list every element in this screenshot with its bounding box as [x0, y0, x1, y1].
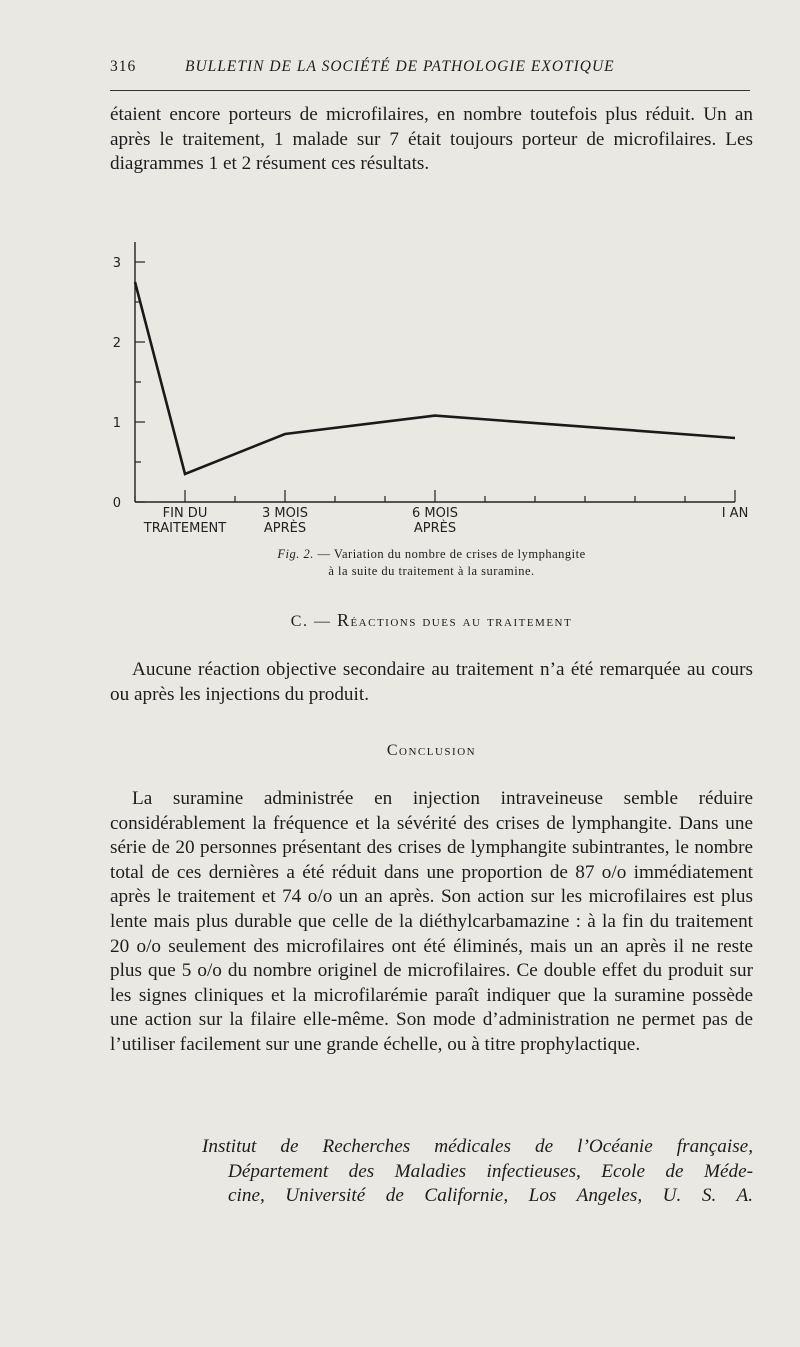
- x-tick-label: FIN DU: [162, 506, 208, 521]
- header-rule: [110, 90, 750, 91]
- figure-number: Fig. 2.: [277, 547, 314, 561]
- section-c-initial: R: [336, 610, 351, 630]
- figure-caption-line2: à la suite du traitement à la suramine.: [328, 563, 535, 578]
- x-tick-label: I AN: [721, 506, 749, 521]
- chart-ticks: [135, 262, 735, 502]
- reactions-paragraph: Aucune réaction objective secondaire au traitement n’a été remarquée au cours ou après les injections du produit.: [110, 659, 753, 705]
- intro-paragraph: étaient encore porteurs de microfilaires, en nombre toutefois plus réduit. Un an après le traitement, 1 malade sur 7 était toujours porteur de microfilaires. Les diagrammes 1 et 2 résument ces résultats.: [110, 104, 753, 175]
- y-tick-label: 2: [112, 336, 121, 351]
- x-tick-label: 3 MOIS: [262, 506, 308, 521]
- lymphangitis-chart: [100, 240, 750, 540]
- x-tick-label-line2: TRAITEMENT: [143, 521, 227, 536]
- signature-line-2: Département des Maladies infectieuses, Ecole de Méde-: [228, 1160, 753, 1182]
- section-c-letter: C. —: [290, 613, 337, 630]
- signature-line-1: Institut de Recherches médicales de l’Océanie française,: [202, 1136, 753, 1157]
- x-tick-label: 6 MOIS: [412, 506, 458, 521]
- conclusion-paragraph: La suramine administrée en injection intraveineuse semble réduire considérablement la fréquence et la sévérité des crises de lymphangite. Dans une série de 20 personnes présentant des crises de lymphangite subintrantes, le nombre total de ces dernières a été réduit dans une proportion de 87 o/o immédiatement après le traitement et 74 o/o un an après. Son action sur les microfilaires est plus lente mais plus durable que celle de la diéthylcarbamazine : à la fin du traitement 20 o/o seulement des microfilaires ont été éliminés, mais un an après il ne reste plus que 5 o/o du nombre originel de microfilaires. Ce double effet du produit sur les signes cliniques et la microfilarémie paraît indiquer que la suramine possède une action sur la filaire elle-même. Son mode d’administration ne permet pas de l’utiliser facilement sur une grande échelle, ou à titre prophylactique.: [110, 788, 753, 1055]
- page-number: 316: [110, 58, 137, 75]
- signature-line-3: cine, Université de Californie, Los Angeles, U. S. A.: [228, 1185, 753, 1207]
- figure-caption-text: — Variation du nombre de crises de lymphangite: [313, 547, 586, 561]
- x-tick-label-line2: APRÈS: [413, 521, 457, 536]
- y-tick-label: 1: [112, 416, 121, 431]
- running-header: [110, 58, 750, 88]
- affiliation-signature: [110, 1135, 753, 1209]
- chart-axes: [135, 242, 735, 502]
- y-tick-label: 0: [112, 496, 121, 511]
- chart-labels: [113, 256, 749, 536]
- running-title: BULLETIN DE LA SOCIÉTÉ DE PATHOLOGIE EXOTIQUE: [185, 58, 615, 75]
- y-tick-label: 3: [112, 256, 121, 271]
- series-line: [135, 282, 735, 474]
- x-tick-label-line2: APRÈS: [263, 521, 307, 536]
- conclusion-heading: Conclusion: [386, 742, 477, 759]
- figure-caption: [110, 546, 753, 579]
- section-c-title: éactions dues au traitement: [350, 613, 573, 630]
- section-c-heading: [110, 610, 753, 631]
